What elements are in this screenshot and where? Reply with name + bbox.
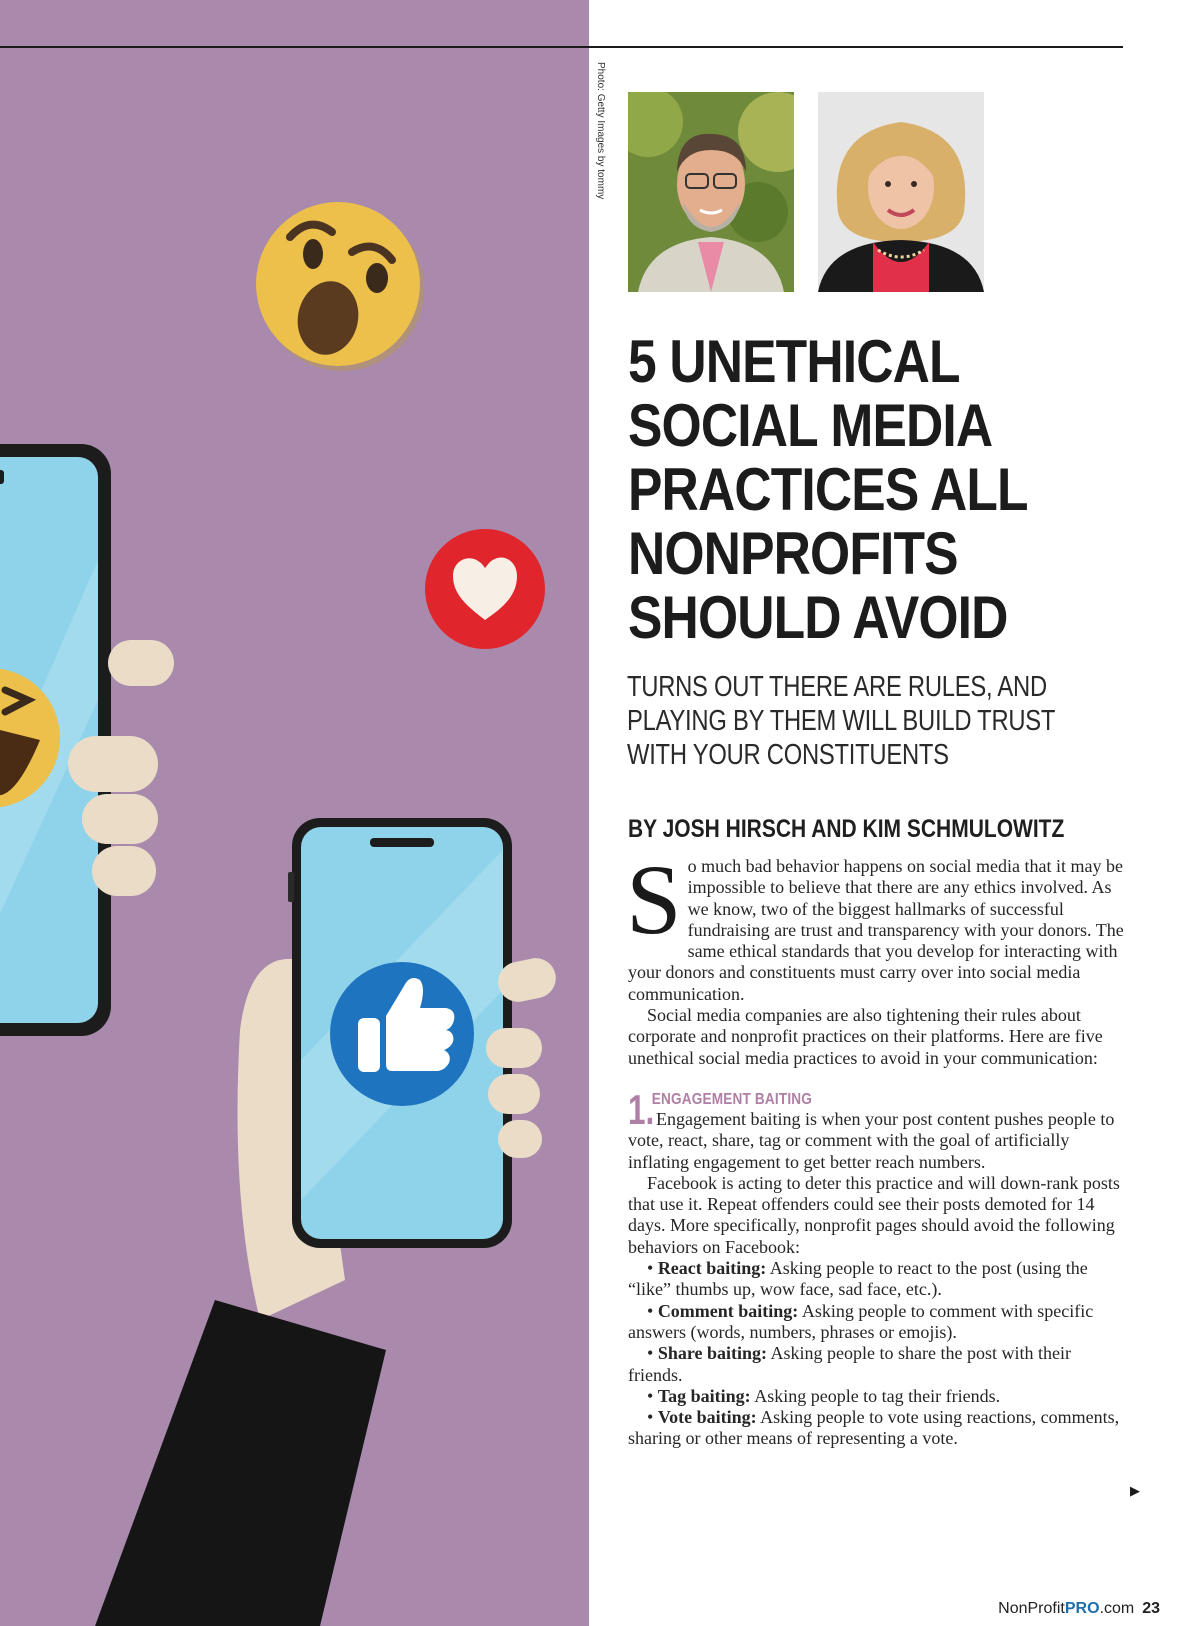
section-number: 1. — [628, 1085, 655, 1133]
bullet-text: Asking people to react to the post (using the “like” thumbs up, wow face, sad face, etc.). — [628, 1258, 1088, 1300]
section-title: ENGAGEMENT BAITING — [651, 1090, 813, 1108]
wow-emoji-icon — [256, 202, 424, 371]
footer-site-prefix: NonProfit — [998, 1600, 1065, 1617]
page-footer — [998, 1600, 1160, 1618]
illustration-svg — [0, 0, 589, 1626]
article-byline: BY JOSH HIRSCH AND KIM SCHMULOWITZ — [628, 815, 1065, 843]
continue-arrow-icon: ▶ — [1130, 1484, 1140, 1499]
bullet-text: Asking people to tag their friends. — [750, 1385, 1001, 1406]
footer-site-suffix: .com — [1099, 1600, 1135, 1617]
bullet-term: Tag baiting: — [657, 1385, 751, 1406]
intro-paragraph-1-text: o much bad behavior happens on social media that it may be impossible to believe that there are any ethics involved. As we know, two of the biggest hallmarks of successful fundraising are trust and transparency with your donors. The same ethical standards that you develop for interacting with your donors and constituents must carry over into social media communication. — [628, 856, 1124, 1004]
bullet-item — [628, 1386, 1125, 1407]
section-1-paragraph-1: Engagement baiting is when your post content pushes people to vote, react, share, tag or comment with the goal of artificially inflating engagement to get better reach numbers. — [628, 1108, 1115, 1172]
author-photo-josh-hirsch — [628, 92, 794, 292]
bullet-mark: • — [647, 1343, 654, 1364]
page-number: 23 — [1142, 1600, 1160, 1617]
footer-site-brand: PRO — [1064, 1600, 1100, 1617]
heart-reaction-icon — [425, 529, 545, 649]
section-1 — [628, 1085, 1125, 1173]
bullet-term: React baiting: — [657, 1258, 767, 1279]
bullet-text: Asking people to share the post with their friends. — [628, 1343, 1071, 1385]
bullet-mark: • — [647, 1300, 654, 1321]
bullet-item — [628, 1407, 1125, 1450]
bullet-mark: • — [647, 1258, 654, 1279]
intro-paragraph-1 — [626, 844, 1125, 1005]
section-1-paragraph-2: Facebook is acting to deter this practice and will down-rank posts that use it. Repeat offenders could see their posts demoted for 14 days. More specifically, nonprofit pages should avoid the following behaviors on Facebook: — [628, 1172, 1120, 1257]
bullet-text: Asking people to comment with specific answers (words, numbers, phrases or emojis). — [628, 1300, 1094, 1342]
cover-illustration — [0, 0, 589, 1626]
top-rule — [0, 46, 1123, 48]
bullet-mark: • — [647, 1385, 654, 1406]
bullet-term: Comment baiting: — [657, 1300, 799, 1321]
bullet-term: Share baiting: — [657, 1343, 767, 1364]
photo-credit: Photo: Getty Images by tommy — [595, 62, 606, 200]
article-dek: TURNS OUT THERE ARE RULES, AND PLAYING BY THEM WILL BUILD TRUST WITH YOUR CONSTITUENTS — [627, 671, 1055, 771]
article-body — [626, 844, 1125, 1450]
author-photo-kim-schmulowitz — [818, 92, 984, 292]
bullet-term: Vote baiting: — [657, 1407, 757, 1428]
article-headline: 5 UNETHICAL SOCIAL MEDIA PRACTICES ALL NONPROFITS SHOULD AVOID — [628, 328, 1027, 651]
like-thumb-icon — [330, 962, 474, 1106]
drop-cap: S — [626, 844, 682, 955]
bullet-item — [628, 1343, 1125, 1386]
intro-paragraph-2: Social media companies are also tightening their rules about corporate and nonprofit practices on their platforms. Here are five unethical social media practices to avoid in your communication: — [628, 1005, 1103, 1068]
bullet-item — [628, 1301, 1125, 1344]
bullet-text: Asking people to vote using reactions, comments, sharing or other means of representing a vote. — [628, 1407, 1120, 1449]
bullet-item — [628, 1258, 1125, 1301]
bullet-mark: • — [647, 1407, 654, 1428]
